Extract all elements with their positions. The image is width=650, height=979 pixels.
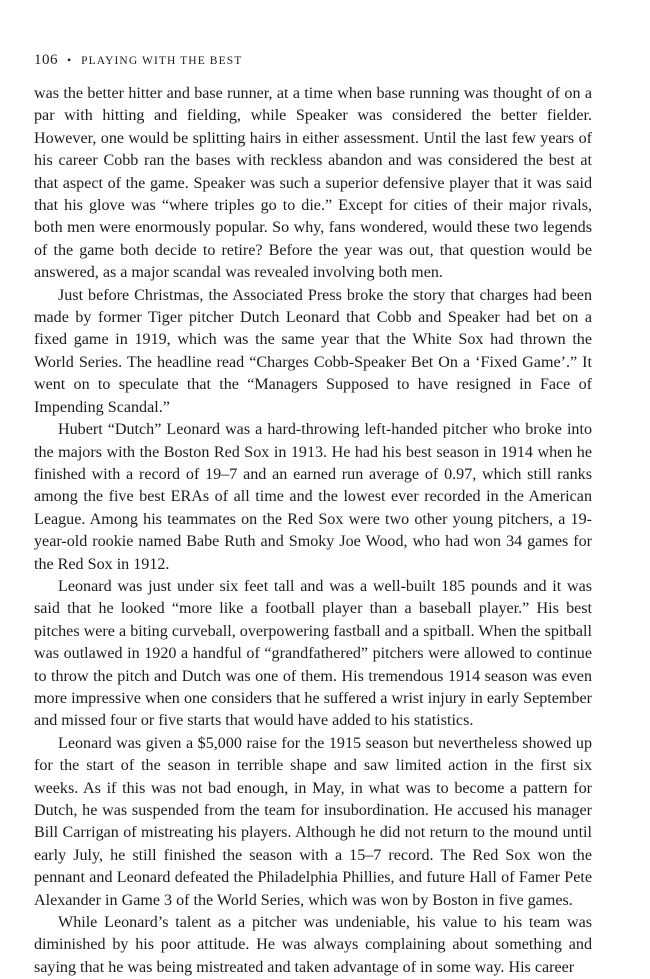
paragraph: Hubert “Dutch” Leonard was a hard-throwing left-handed pitcher who broke into the majors with the Boston Red Sox in 1913. He had his best season in 1914 when he finished with a record of 19–7 and an earned run average of 0.97, which still ranks among the five best ERAs of all time and the lowest ever recorded in the American League. Among his teammates on the Red Sox were two other young pitchers, a 19-year-old rookie named Babe Ruth and Smoky Joe Wood, who had won 34 games for the Red Sox in 1912. [34,421,592,573]
paragraph: Leonard was given a $5,000 raise for the 1915 season but nevertheless showed up for the start of the season in terrible shape and saw limited action in the first six weeks. As if this was not bad enough, in May, in what was to become a pattern for Dutch, he was suspended from the team for insubordination. He accused his manager Bill Carrigan of mistreating his players. Although he did not return to the mound until early July, he still finished the season with a 15–7 record. The Red Sox won the pennant and Leonard defeated the Philadelphia Phillies, and future Hall of Famer Pete Alexander in Game 3 of the World Series, which was won by Boston in five games. [34,734,592,909]
body-text [34,83,592,979]
running-head-separator: • [67,53,73,67]
paragraph: Just before Christmas, the Associated Press broke the story that charges had been made by former Tiger pitcher Dutch Leonard that Cobb and Speaker had bet on a fixed game in 1919, which was the same year that the White Sox had thrown the World Series. The headline read “Charges Cobb-Speaker Bet On a ‘Fixed Game’.” It went on to speculate that the “Managers Supposed to have resigned in Face of Impending Scandal.” [34,286,592,416]
paragraph: While Leonard’s talent as a pitcher was undeniable, his value to his team was diminished by his poor attitude. He was always complaining about something and saying that he was being mistreated and taken advantage of in some way. His career [34,914,592,976]
running-head-title: PLAYING WITH THE BEST [81,55,243,67]
paragraph: Leonard was just under six feet tall and was a well-built 185 pounds and it was said that he looked “more like a football player than a baseball player.” His best pitches were a biting curveball, overpowering fastball and a spitball. When the spitball was outlawed in 1920 a handful of “grandfathered” pitchers were allowed to continue to throw the pitch and Dutch was one of them. His tremendous 1914 season was even more impressive when one considers that he suffered a wrist injury in early September and missed four or five starts that would have added to his statistics. [34,577,592,730]
page-number: 106 [34,52,58,68]
running-head [34,52,592,69]
book-page [34,52,592,979]
paragraph-continued: was the better hitter and base runner, at a time when base running was thought of on a par with hitting and fielding, while Speaker was considered the better fielder. However, one would be splitting hairs in either assessment. Until the last few years of his career Cobb ran the bases with reckless abandon and was considered the best at that aspect of the game. Speaker was such a superior defensive player that it was said that his glove was “where triples go to die.” Except for cities of their major rivals, both men were enormously popular. So why, fans wondered, would these two legends of the game both decide to retire? Before the year was out, that question would be answered, as a major scandal was revealed involving both men. [34,85,592,282]
